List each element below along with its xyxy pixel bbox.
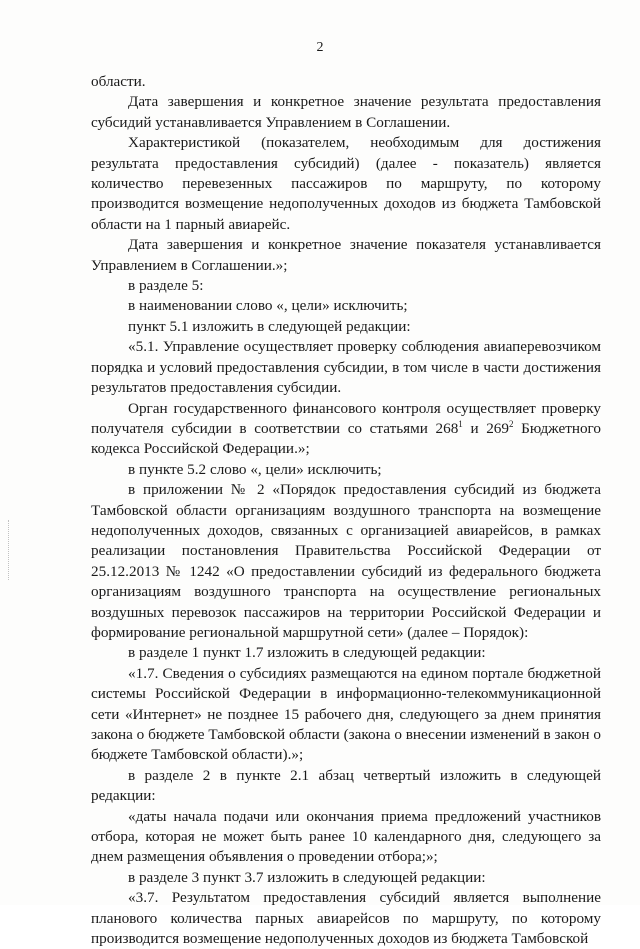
paragraph-section-2-intro: в разделе 2 в пункте 2.1 абзац четвертый изложить в следующей редакции:	[91, 766, 601, 805]
financial-control-text: Орган государственного финансового контроля осуществляет проверку получателя субсидии в соответствии со статьями 268	[91, 399, 601, 437]
page-number: 2	[316, 40, 324, 55]
paragraph-appendix-2: в приложении № 2 «Порядок предоставления субсидий из бюджета Тамбовской области организациям воздушного транспорта на возмещение недополученных доходов, связанных с организацией авиарейсов, в рамках реализации постановления Правительства Российской Федерации от 25.12.2013 № 1242 «О предоставлении субсидий из федерального бюджета организациям воздушного транспорта на осуществление региональных воздушных перевозок пассажиров на территории Российской Федерации и формирование региональной маршрутной сети» (далее – Порядок):	[91, 481, 601, 641]
paragraph-section-1-intro: в разделе 1 пункт 1.7 изложить в следующей редакции:	[128, 644, 486, 662]
document-body	[91, 72, 601, 949]
paragraph-section-5: в разделе 5:	[128, 277, 204, 295]
article-268-superscript: 1	[458, 418, 463, 429]
article-269-superscript: 2	[509, 418, 514, 429]
paragraph-selection-dates: «даты начала подачи или окончания приема предложений участников отбора, которая не может быть ранее 10 календарного дня, следующего за днем размещения объявления о проведении отбора;»;	[91, 807, 601, 866]
paragraph-point-5-1: «5.1. Управление осуществляет проверку соблюдения авиаперевозчиком порядка и условий предоставления субсидии, в том числе в части достижения результатов предоставления субсидии.	[91, 338, 601, 397]
financial-control-text-3: Бюджетного кодекса Российской Федерации.»;	[91, 419, 602, 458]
paragraph-continuation: области.	[91, 73, 146, 90]
paragraph-point-5-2: в пункте 5.2 слово «, цели» исключить;	[128, 460, 382, 478]
binding-margin-mark	[8, 520, 12, 580]
paragraph-result-deadline: Дата завершения и конкретное значение результата предоставления субсидий устанавливается Управлением в Соглашении.	[91, 93, 601, 131]
paragraph-indicator-deadline: Дата завершения и конкретное значение показателя устанавливается Управлением в Соглашении.»;	[91, 236, 601, 274]
paragraph-title-amendment: в наименовании слово «, цели» исключить;	[128, 297, 408, 315]
financial-control-text-2: и 269	[462, 419, 509, 437]
paragraph-point-3-7: «3.7. Результатом предоставления субсидий является выполнение планового количества парных авиарейсов по маршруту, по которому производится возмещение недополученных доходов из бюджета Тамбовской	[91, 889, 601, 948]
paragraph-point-5-1-intro: пункт 5.1 изложить в следующей редакции:	[128, 317, 411, 335]
paragraph-point-1-7: «1.7. Сведения о субсидиях размещаются на едином портале бюджетной системы Российской Федерации в информационно-телекоммуникационной сети «Интернет» не позднее 15 рабочего дня, следующего за днем принятия закона о бюджете Тамбовской области (закона о внесении изменений в закон о бюджете Тамбовской области).»;	[91, 664, 601, 764]
paragraph-financial-control	[91, 399, 601, 460]
paragraph-section-3-intro: в разделе 3 пункт 3.7 изложить в следующей редакции:	[128, 868, 486, 886]
paragraph-indicator-definition: Характеристикой (показателем, необходимым для достижения результата предоставления субсидий) (далее - показатель) является количество перевезенных пассажиров по маршруту, по которому производится возмещение недополученных доходов из бюджета Тамбовской области на 1 парный авиарейс.	[91, 134, 601, 233]
